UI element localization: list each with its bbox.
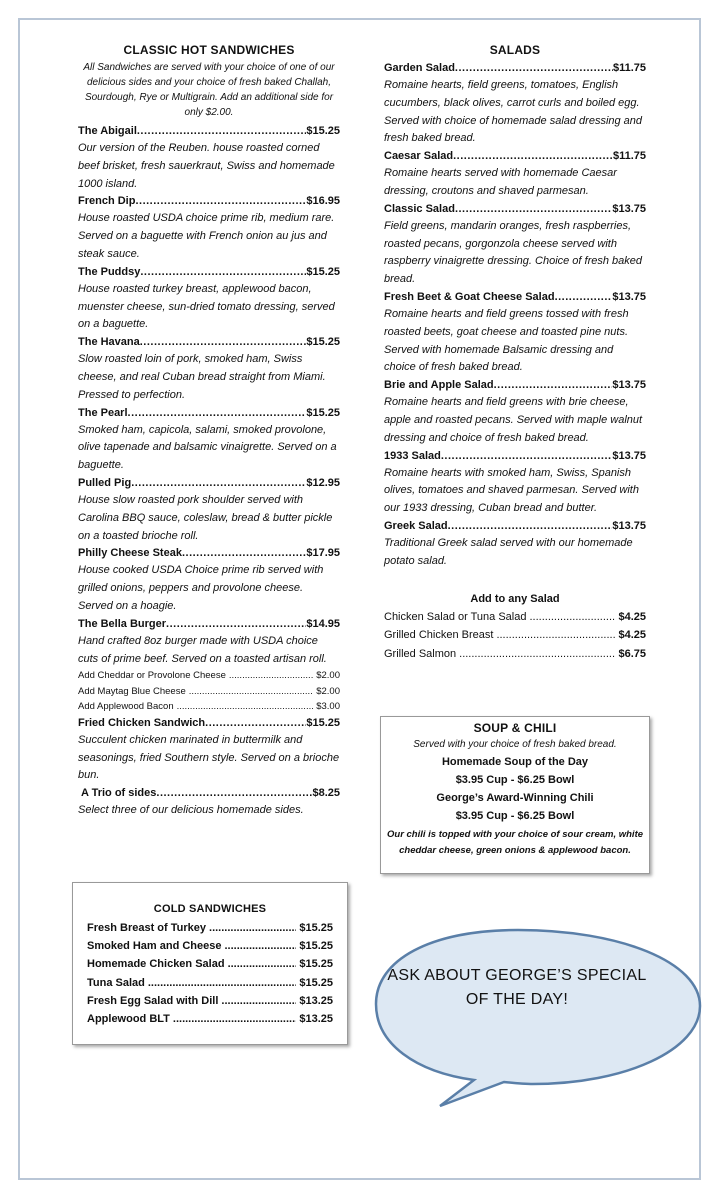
item-name: The Puddsy	[78, 265, 141, 278]
item-name: Classic Salad	[384, 202, 455, 215]
addon-name: Add Maytag Blue Cheese	[78, 685, 186, 697]
item-price: $16.95	[306, 195, 340, 208]
section-title: CLASSIC HOT SANDWICHES	[123, 43, 295, 57]
salad-addon-row	[384, 645, 646, 664]
addon-name: Add Applewood Bacon	[78, 701, 174, 713]
item-description: Field greens, mandarin oranges, fresh raspberries, roasted pecans, gorgonzola cheese served with raspberry vinaigrette dressing. Choice of fresh baked bread.	[384, 219, 643, 286]
salad-addon-row	[384, 626, 646, 645]
section-title: SALADS	[489, 43, 541, 57]
special-line-2: OF THE DAY!	[465, 991, 569, 1008]
menu-item	[78, 264, 340, 334]
soup-chili-box	[380, 716, 650, 874]
addon-price: $6.75	[618, 647, 646, 660]
item-price: $15.25	[306, 265, 340, 278]
item-description: Traditional Greek salad served with our homemade potato salad.	[384, 536, 633, 567]
item-name: Pulled Pig	[78, 476, 132, 489]
item-price: $15.25	[299, 976, 333, 989]
item-name: Philly Cheese Steak	[78, 547, 182, 560]
special-line-1: ASK ABOUT GEORGE’S SPECIAL	[387, 967, 647, 984]
item-price: $15.25	[299, 940, 333, 953]
item-price: $11.75	[612, 62, 646, 74]
menu-item	[78, 123, 340, 193]
item-description: Romaine hearts served with homemade Caesar dressing, croutons and shaved parmesan.	[384, 167, 617, 197]
item-price: $15.25	[306, 406, 340, 419]
item-description: Hand crafted 8oz burger made with USDA choice cuts of prime beef. Served on a toasted artisan roll.	[78, 634, 327, 665]
item-price: $13.75	[612, 379, 646, 392]
item-description: House roasted USDA choice prime rib, medium rare. Served on a baguette with French onion au jus and steak sauce.	[78, 212, 335, 260]
item-description: Romaine hearts with smoked ham, Swiss, Spanish olives, tomatoes and shaved parmesan. Served with our 1933 dressing, Cuban bread and butter.	[384, 466, 639, 515]
item-price: $15.25	[306, 336, 340, 349]
menu-item	[384, 289, 646, 377]
item-price: $15.25	[306, 125, 340, 137]
addon-row	[78, 699, 340, 715]
addon-price: $2.00	[316, 685, 340, 697]
item-name: A Trio of sides	[81, 787, 157, 800]
chili-price: $3.95 Cup - $6.25 Bowl	[455, 810, 575, 822]
item-name: Tuna Salad	[87, 976, 145, 989]
addon-row	[78, 668, 340, 684]
menu-item	[384, 148, 646, 201]
addon-name: Grilled Chicken Breast	[384, 629, 494, 642]
item-name: French Dip	[78, 195, 136, 208]
item-name: Fresh Egg Salad with Dill	[87, 994, 219, 1007]
menu-item	[78, 545, 340, 615]
item-description: Select three of our delicious homemade sides.	[78, 804, 304, 817]
item-description: Our version of the Reuben. house roasted corned beef brisket, fresh sauerkraut, Swiss and homemade 1000 island.	[78, 142, 335, 190]
item-name: The Pearl	[78, 406, 128, 419]
chili-name: George’s Award-Winning Chili	[436, 792, 594, 804]
item-name: Applewood BLT	[87, 1013, 170, 1026]
item-price: $15.25	[306, 716, 340, 729]
menu-item	[78, 616, 340, 669]
addon-price: $4.25	[618, 610, 646, 623]
item-price: $8.25	[312, 787, 340, 800]
speech-bubble-icon	[370, 922, 705, 1112]
item-price: $13.25	[299, 994, 333, 1007]
item-description: Smoked ham, capicola, salami, smoked provolone, olive tapenade and balsamic vinaigrette. Served on a baguette.	[78, 423, 337, 472]
cold-item	[87, 955, 333, 973]
item-price: $13.75	[612, 202, 646, 215]
item-name: Homemade Chicken Salad	[87, 958, 225, 971]
menu-item	[78, 334, 340, 404]
chili-note: Our chili is topped with your choice of sour cream, white cheddar cheese, green onions & applewood bacon.	[387, 829, 644, 856]
menu-item	[384, 377, 646, 447]
item-description: House cooked USDA Choice prime rib served with grilled onions, peppers and provolone cheese. Served on a hoagie.	[78, 564, 324, 612]
add-to-salad-title: Add to any Salad	[470, 592, 560, 605]
menu-item	[78, 715, 340, 785]
section-title: SOUP & CHILI	[473, 721, 557, 735]
special-of-the-day	[382, 964, 652, 1012]
item-price: $15.25	[299, 958, 333, 971]
item-price: $13.75	[612, 519, 646, 532]
cold-item	[87, 992, 333, 1010]
item-name: 1933 Salad	[384, 449, 441, 462]
soup-price: $3.95 Cup - $6.25 Bowl	[455, 774, 575, 786]
addon-name: Grilled Salmon	[384, 647, 457, 660]
section-intro: All Sandwiches are served with your choice of one of our delicious sides and your choice of fresh baked Challah, Sourdough, Rye or Multigrain. Add an additional side for only $2.00.	[83, 62, 335, 118]
hot-sandwiches-section	[78, 43, 340, 820]
addon-price: $4.25	[618, 629, 646, 642]
salad-addon-row	[384, 608, 646, 627]
menu-item	[384, 201, 646, 289]
item-name: Smoked Ham and Cheese	[87, 940, 222, 953]
menu-item	[384, 60, 646, 148]
item-name: Fresh Beet & Goat Cheese Salad	[384, 290, 555, 303]
cold-item	[87, 1010, 333, 1028]
cold-sandwiches-box	[72, 882, 348, 1045]
menu-item	[78, 193, 340, 263]
item-price: $11.75	[612, 150, 646, 163]
addon-price: $2.00	[316, 670, 340, 682]
item-description: House roasted turkey breast, applewood bacon, muenster cheese, sun-dried tomato dressing, served on a baguette.	[78, 282, 335, 331]
menu-item	[78, 405, 340, 475]
soup-intro: Served with your choice of fresh baked bread.	[413, 739, 617, 750]
cold-item	[87, 919, 333, 937]
item-name: Fried Chicken Sandwich	[78, 716, 206, 729]
menu-item	[384, 518, 646, 571]
item-name: Brie and Apple Salad	[384, 379, 494, 392]
item-name: The Havana	[78, 336, 140, 349]
item-description: Succulent chicken marinated in buttermilk and seasonings, fried Southern style. Served on a brioche bun.	[78, 733, 340, 782]
menu-item	[384, 448, 646, 518]
item-name: Greek Salad	[384, 519, 448, 532]
item-description: Romaine hearts and field greens with brie cheese, apple and roasted pecans. Served with maple walnut dressing and choice of fresh baked bread.	[384, 396, 643, 444]
item-name: The Abigail	[78, 125, 137, 137]
item-description: House slow roasted pork shoulder served with Carolina BBQ sauce, coleslaw, bread & butter pickle on a toasted brioche roll.	[78, 493, 333, 542]
item-price: $13.75	[612, 290, 646, 303]
item-description: Romaine hearts and field greens tossed with fresh roasted beets, goat cheese and toasted pine nuts. Served with homemade Balsamic dressing and choice of fresh baked bread.	[384, 307, 629, 374]
item-price: $13.25	[299, 1013, 333, 1026]
item-name: The Bella Burger	[78, 617, 167, 630]
item-name: Fresh Breast of Turkey	[87, 922, 207, 934]
item-name: Caesar Salad	[384, 150, 454, 163]
soup-name: Homemade Soup of the Day	[441, 756, 589, 768]
section-title: COLD SANDWICHES	[153, 903, 267, 915]
addon-row	[78, 684, 340, 700]
cold-item	[87, 937, 333, 955]
item-description: Slow roasted loin of pork, smoked ham, Swiss cheese, and real Cuban bread straight from Miami. Pressed to perfection.	[78, 353, 326, 401]
addon-name: Chicken Salad or Tuna Salad	[384, 610, 527, 623]
item-price: $15.25	[299, 922, 333, 934]
addon-price: $3.00	[316, 701, 340, 713]
item-description: Romaine hearts, field greens, tomatoes, English cucumbers, black olives, carrot curls and boiled egg. Served with choice of homemade salad dressing and fresh baked bread.	[384, 79, 643, 145]
item-price: $13.75	[612, 449, 646, 462]
menu-item	[78, 475, 340, 545]
menu-item	[78, 785, 340, 820]
item-price: $12.95	[306, 476, 340, 489]
salads-section	[384, 43, 646, 663]
cold-item	[87, 974, 333, 992]
addon-name: Add Cheddar or Provolone Cheese	[78, 670, 226, 682]
item-name: Garden Salad	[384, 62, 455, 74]
item-price: $17.95	[306, 547, 340, 560]
item-price: $14.95	[306, 617, 340, 630]
